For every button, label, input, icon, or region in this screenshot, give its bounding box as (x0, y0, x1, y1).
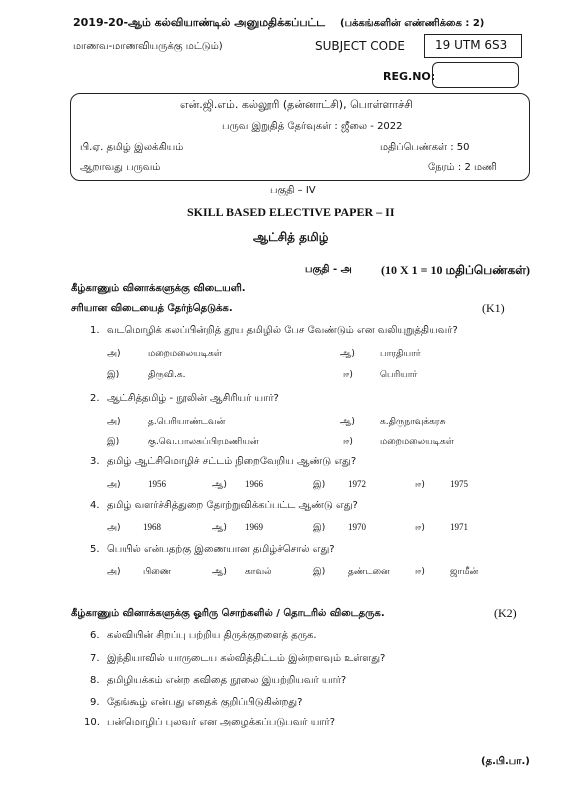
section-a-label: பகுதி - அ (305, 264, 352, 275)
max-marks: மதிப்பெண்கள் : 50 (380, 142, 470, 153)
option-text: பெரியார் (380, 370, 418, 380)
option-marker: அ) (107, 523, 121, 533)
question-text: பன்மொழிப் புலவர் என அழைக்கப்படுபவர் யார்? (107, 717, 336, 728)
option-marker: இ) (313, 567, 326, 577)
option-marker: ஈ) (415, 480, 425, 490)
option-marker: ஆ) (340, 349, 355, 359)
section-a-marks: (10 X 1 = 10 மதிப்பெண்கள்) (381, 263, 530, 277)
question-text: கல்வியின் சிறப்பு பற்றிய திருக்குறளைத் தருக. (107, 630, 317, 641)
section-b-instruction: கீழ்காணும் வினாக்களுக்கு ஓரிரு சொற்களில் / தொடரில் விடைதருக. (71, 608, 385, 619)
header-line1: 2019-20-ஆம் கல்வியாண்டில் அனுமதிக்கப்பட்ட (73, 16, 326, 29)
option-text: 1975 (450, 479, 468, 489)
question-number: 10. (84, 717, 100, 728)
option-text: க.திருநாவுக்கரசு (380, 417, 446, 427)
exam-line: பருவ இறுதித் தேர்வுகள் : ஜீலை - 2022 (222, 121, 403, 132)
option-marker: அ) (107, 349, 121, 359)
option-text: ஜாமீன் (450, 567, 479, 577)
option-marker: இ) (107, 370, 120, 380)
option-text: 1972 (348, 479, 366, 489)
question-text: பெயில் என்பதற்கு இணையான தமிழ்ச்சொல் எது? (107, 544, 335, 555)
option-text: 1970 (348, 522, 366, 532)
option-text: காவல் (245, 567, 272, 577)
pages-note: (பக்கங்களின் எண்ணிக்கை : 2) (340, 18, 485, 29)
option-marker: ஈ) (415, 523, 425, 533)
subject-code: 19 UTM 6S3 (435, 38, 508, 52)
question-number: 6. (90, 630, 100, 641)
option-text: பாரதியார் (380, 349, 421, 359)
question-number: 7. (90, 653, 100, 664)
section-a-level: (K1) (482, 301, 505, 315)
question-number: 8. (90, 675, 100, 686)
option-marker: ஆ) (212, 567, 227, 577)
course-name: பி.ஏ. தமிழ் இலக்கியம் (80, 142, 184, 153)
question-number: 9. (90, 697, 100, 708)
question-text: தமிழ் ஆட்சிமொழிச் சட்டம் நிறைவேறிய ஆண்டு எது? (107, 456, 357, 467)
section-a-sub-instruction: சரியான விடையைத் தேர்ந்தெடுக்க. (71, 303, 233, 314)
option-marker: அ) (107, 567, 121, 577)
option-text: 1966 (245, 479, 263, 489)
question-text: தேங்கூழ் என்பது எதைக் குறிப்பிடுகின்றது? (107, 697, 303, 708)
option-marker: இ) (107, 437, 120, 447)
question-text: ஆட்சித்தமிழ் - நூலின் ஆசிரியர் யார்? (107, 393, 279, 404)
regno-label: REG.NO: (383, 70, 436, 83)
section-b-level: (K2) (494, 606, 517, 620)
option-marker: இ) (313, 523, 326, 533)
question-number: 2. (90, 393, 100, 404)
question-text: தமிழியக்கம் என்ற கவிதை நூலை இயற்றியவர் யார்? (107, 675, 347, 686)
option-text: மறைமலையடிகள் (148, 349, 222, 359)
option-marker: அ) (107, 480, 121, 490)
part-label: பகுதி – IV (270, 185, 316, 196)
option-marker: இ) (313, 480, 326, 490)
option-text: மறைமலையடிகள் (380, 437, 454, 447)
option-text: 1956 (148, 479, 166, 489)
college-name: என்.ஜி.எம். கல்லூரி (தன்னாட்சி), பொள்ளாச்சி (180, 98, 413, 111)
paper-title: SKILL BASED ELECTIVE PAPER – II (187, 205, 395, 219)
question-number: 5. (90, 544, 100, 555)
subject-code-box (424, 34, 522, 58)
regno-field[interactable] (432, 62, 519, 88)
question-text: வடமொழிக் கலப்பின்றித் தூய தமிழில் பேச வேண்டும் என வலியுறுத்தியவர்? (107, 325, 458, 336)
option-text: த.பெரியாண்டவன் (148, 417, 226, 427)
option-marker: ஆ) (212, 480, 227, 490)
subject-code-label: SUBJECT CODE (315, 39, 405, 53)
duration: நேரம் : 2 மணி (428, 162, 497, 173)
option-marker: ஆ) (212, 523, 227, 533)
option-text: 1968 (143, 522, 161, 532)
subject-title: ஆட்சித் தமிழ் (253, 230, 329, 244)
semester: ஆறாவது பருவம் (80, 162, 161, 173)
option-text: தண்டனை (348, 567, 390, 577)
option-text: 1969 (245, 522, 263, 532)
option-text: கு.வெ.பாலசுப்பிரமணியன் (148, 437, 259, 447)
option-text: திருவி.க. (148, 370, 186, 380)
option-marker: அ) (107, 417, 121, 427)
option-text: 1971 (450, 522, 468, 532)
option-marker: ஈ) (415, 567, 425, 577)
option-marker: ஆ) (340, 417, 355, 427)
section-a-instruction: கீழ்காணும் வினாக்களுக்கு விடையளி. (71, 283, 246, 294)
option-text: பிணை (143, 567, 172, 577)
question-number: 1. (90, 325, 100, 336)
header-line2: மாணவ-மாணவியருக்கு மட்டும்) (73, 41, 223, 52)
question-text: இந்தியாவில் யாருடைய கல்வித்திட்டம் இன்றளவும் உள்ளது? (107, 653, 386, 664)
page-turn-note: (த.பி.பா.) (481, 756, 530, 767)
question-number: 4. (90, 500, 100, 511)
option-marker: ஈ) (343, 437, 353, 447)
question-text: தமிழ் வளர்ச்சித்துறை தோற்றுவிக்கப்பட்ட ஆண்டு எது? (107, 500, 358, 511)
question-number: 3. (90, 456, 100, 467)
option-marker: ஈ) (343, 370, 353, 380)
